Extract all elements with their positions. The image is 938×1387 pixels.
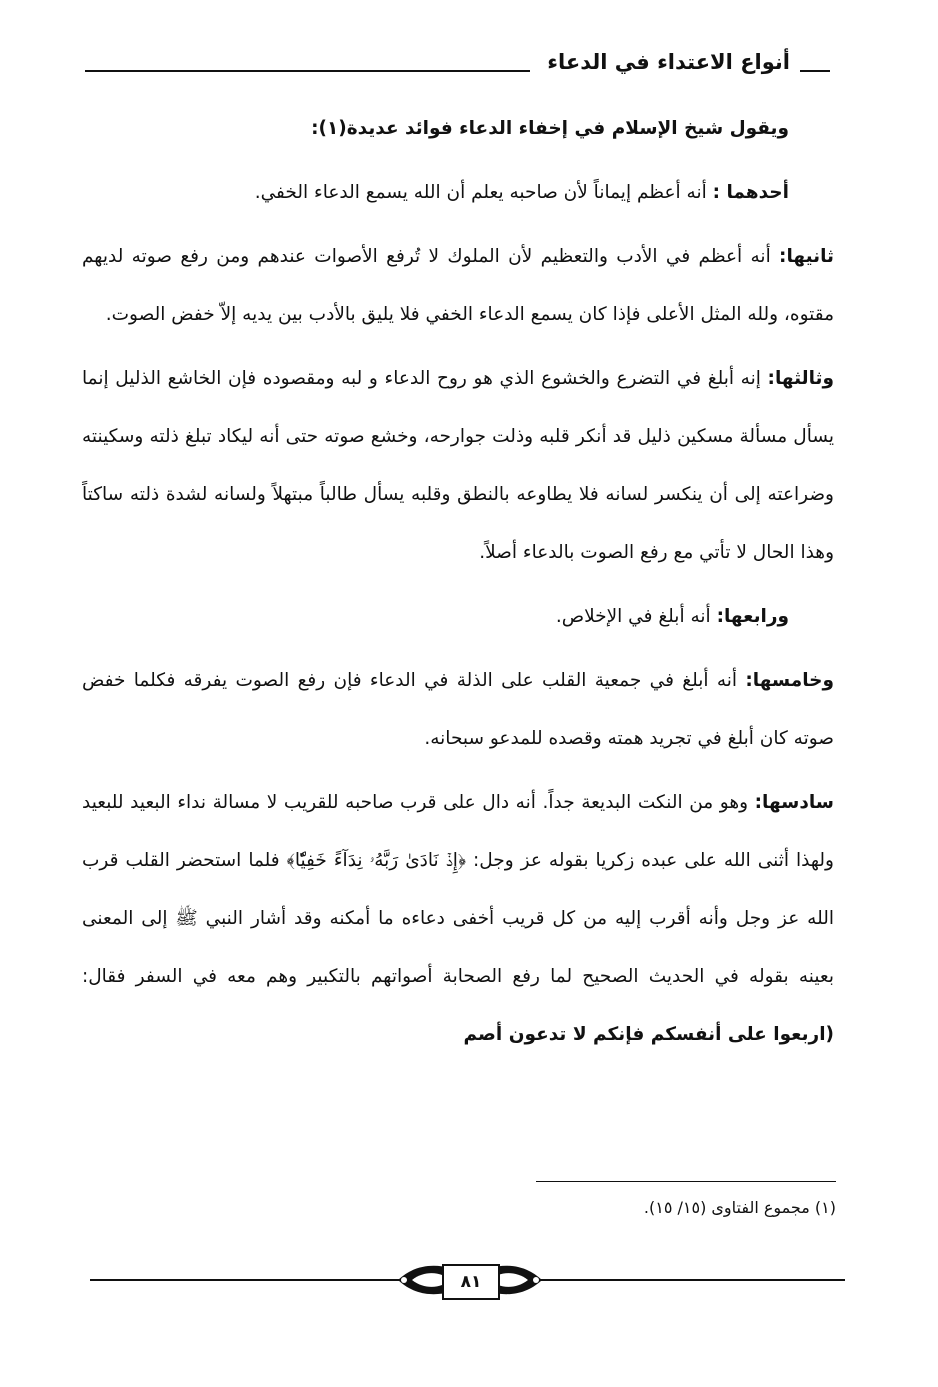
- paragraph-lead: وثالثها:: [767, 368, 834, 389]
- benefit-fifth-paragraph: [82, 652, 834, 768]
- footnote-separator: [536, 1181, 836, 1182]
- page-number: ٨١: [442, 1264, 500, 1300]
- benefit-first-paragraph: [82, 164, 834, 222]
- footnote: (١) مجموع الفتاوى (١٥/ ١٥).: [643, 1198, 836, 1217]
- benefit-sixth-paragraph: [82, 774, 834, 1064]
- intro-paragraph: [82, 100, 834, 158]
- paragraph-text: وهو من النكت البديعة جداً. أنه دال على قرب صاحبه للقريب لا مسالة نداء البعيد للبعيد ولهذا أثنى الله على عبده زكريا بقوله عز وجل:: [82, 792, 834, 871]
- quran-verse: ﴿إِذۡ نَادَىٰ رَبَّهُۥ نِدَآءً خَفِيّٗا﴾: [286, 850, 467, 871]
- paragraph-text: أنه أبلغ في الإخلاص.: [555, 606, 717, 627]
- page-footer: [90, 1258, 845, 1302]
- paragraph-lead: أحدهما :: [712, 182, 789, 203]
- hadith-quote: (اربعوا على أنفسكم فإنكم لا تدعون أصم: [463, 1024, 834, 1045]
- benefit-fourth-paragraph: [82, 588, 834, 646]
- benefit-third-paragraph: [82, 350, 834, 582]
- paragraph-text: أنه أعظم إيماناً لأن صاحبه يعلم أن الله يسمع الدعاء الخفي.: [254, 182, 713, 203]
- paragraph-lead: وخامسها:: [745, 670, 834, 691]
- paragraph-text: أنه أعظم في الأدب والتعظيم لأن الملوك لا تُرفع الأصوات عندهم ومن رفع صوته لديهم مقتوه، ولله المثل الأعلى فإذا كان يسمع الدعاء الخفي فلا يليق بالأدب بين يديه إلاّ خفض الصوت.: [82, 246, 834, 325]
- paragraph-lead: ثانيها:: [779, 246, 834, 267]
- paragraph-text: إنه أبلغ في التضرع والخشوع الذي هو روح الدعاء و لبه ومقصوده فإن الخاشع الذليل إنما يسأل مسألة مسكين ذليل قد أنكر قلبه وذلت جوارحه، وخشع صوته حتى أنه ليكاد تبلغ ذلته وسكينته وضراعته إلى أن ينكسر لسانه فلا يطاوعه بالنطق وقلبه يسأل طالباً مبتهلاً ولسانه لشدة ذلته ساكتاً وهذا الحال لا تأتي مع رفع الصوت بالدعاء أصلاً.: [82, 368, 834, 563]
- paragraph-lead: سادسها:: [754, 792, 834, 813]
- header-rule: [85, 70, 530, 72]
- paragraph-text-continued: فلما استحضر القلب قرب الله عز وجل وأنه أقرب إليه من كل قريب أخفى دعاءه ما أمكنه وقد أشار النبي ﷺ إلى المعنى بعينه بقوله في الحديث الصحيح لما رفع الصحابة أصواتهم بالتكبير وهم معه في السفر فقال:: [82, 850, 834, 987]
- running-header-title: أنواع الاعتداء في الدعاء: [547, 50, 790, 74]
- running-header: [85, 50, 830, 84]
- paragraph-lead: ورابعها:: [716, 606, 789, 627]
- page-body: [82, 100, 834, 1070]
- paragraph-text: أنه أبلغ في جمعية القلب على الذلة في الدعاء فإن رفع الصوت يفرقه فكلما خفض صوته كان أبلغ في تجريد همته وقصده للمدعو سبحانه.: [82, 670, 834, 749]
- benefit-second-paragraph: [82, 228, 834, 344]
- intro-text: ويقول شيخ الإسلام في إخفاء الدعاء فوائد عديدة(١):: [311, 118, 789, 139]
- header-dash: [800, 70, 830, 72]
